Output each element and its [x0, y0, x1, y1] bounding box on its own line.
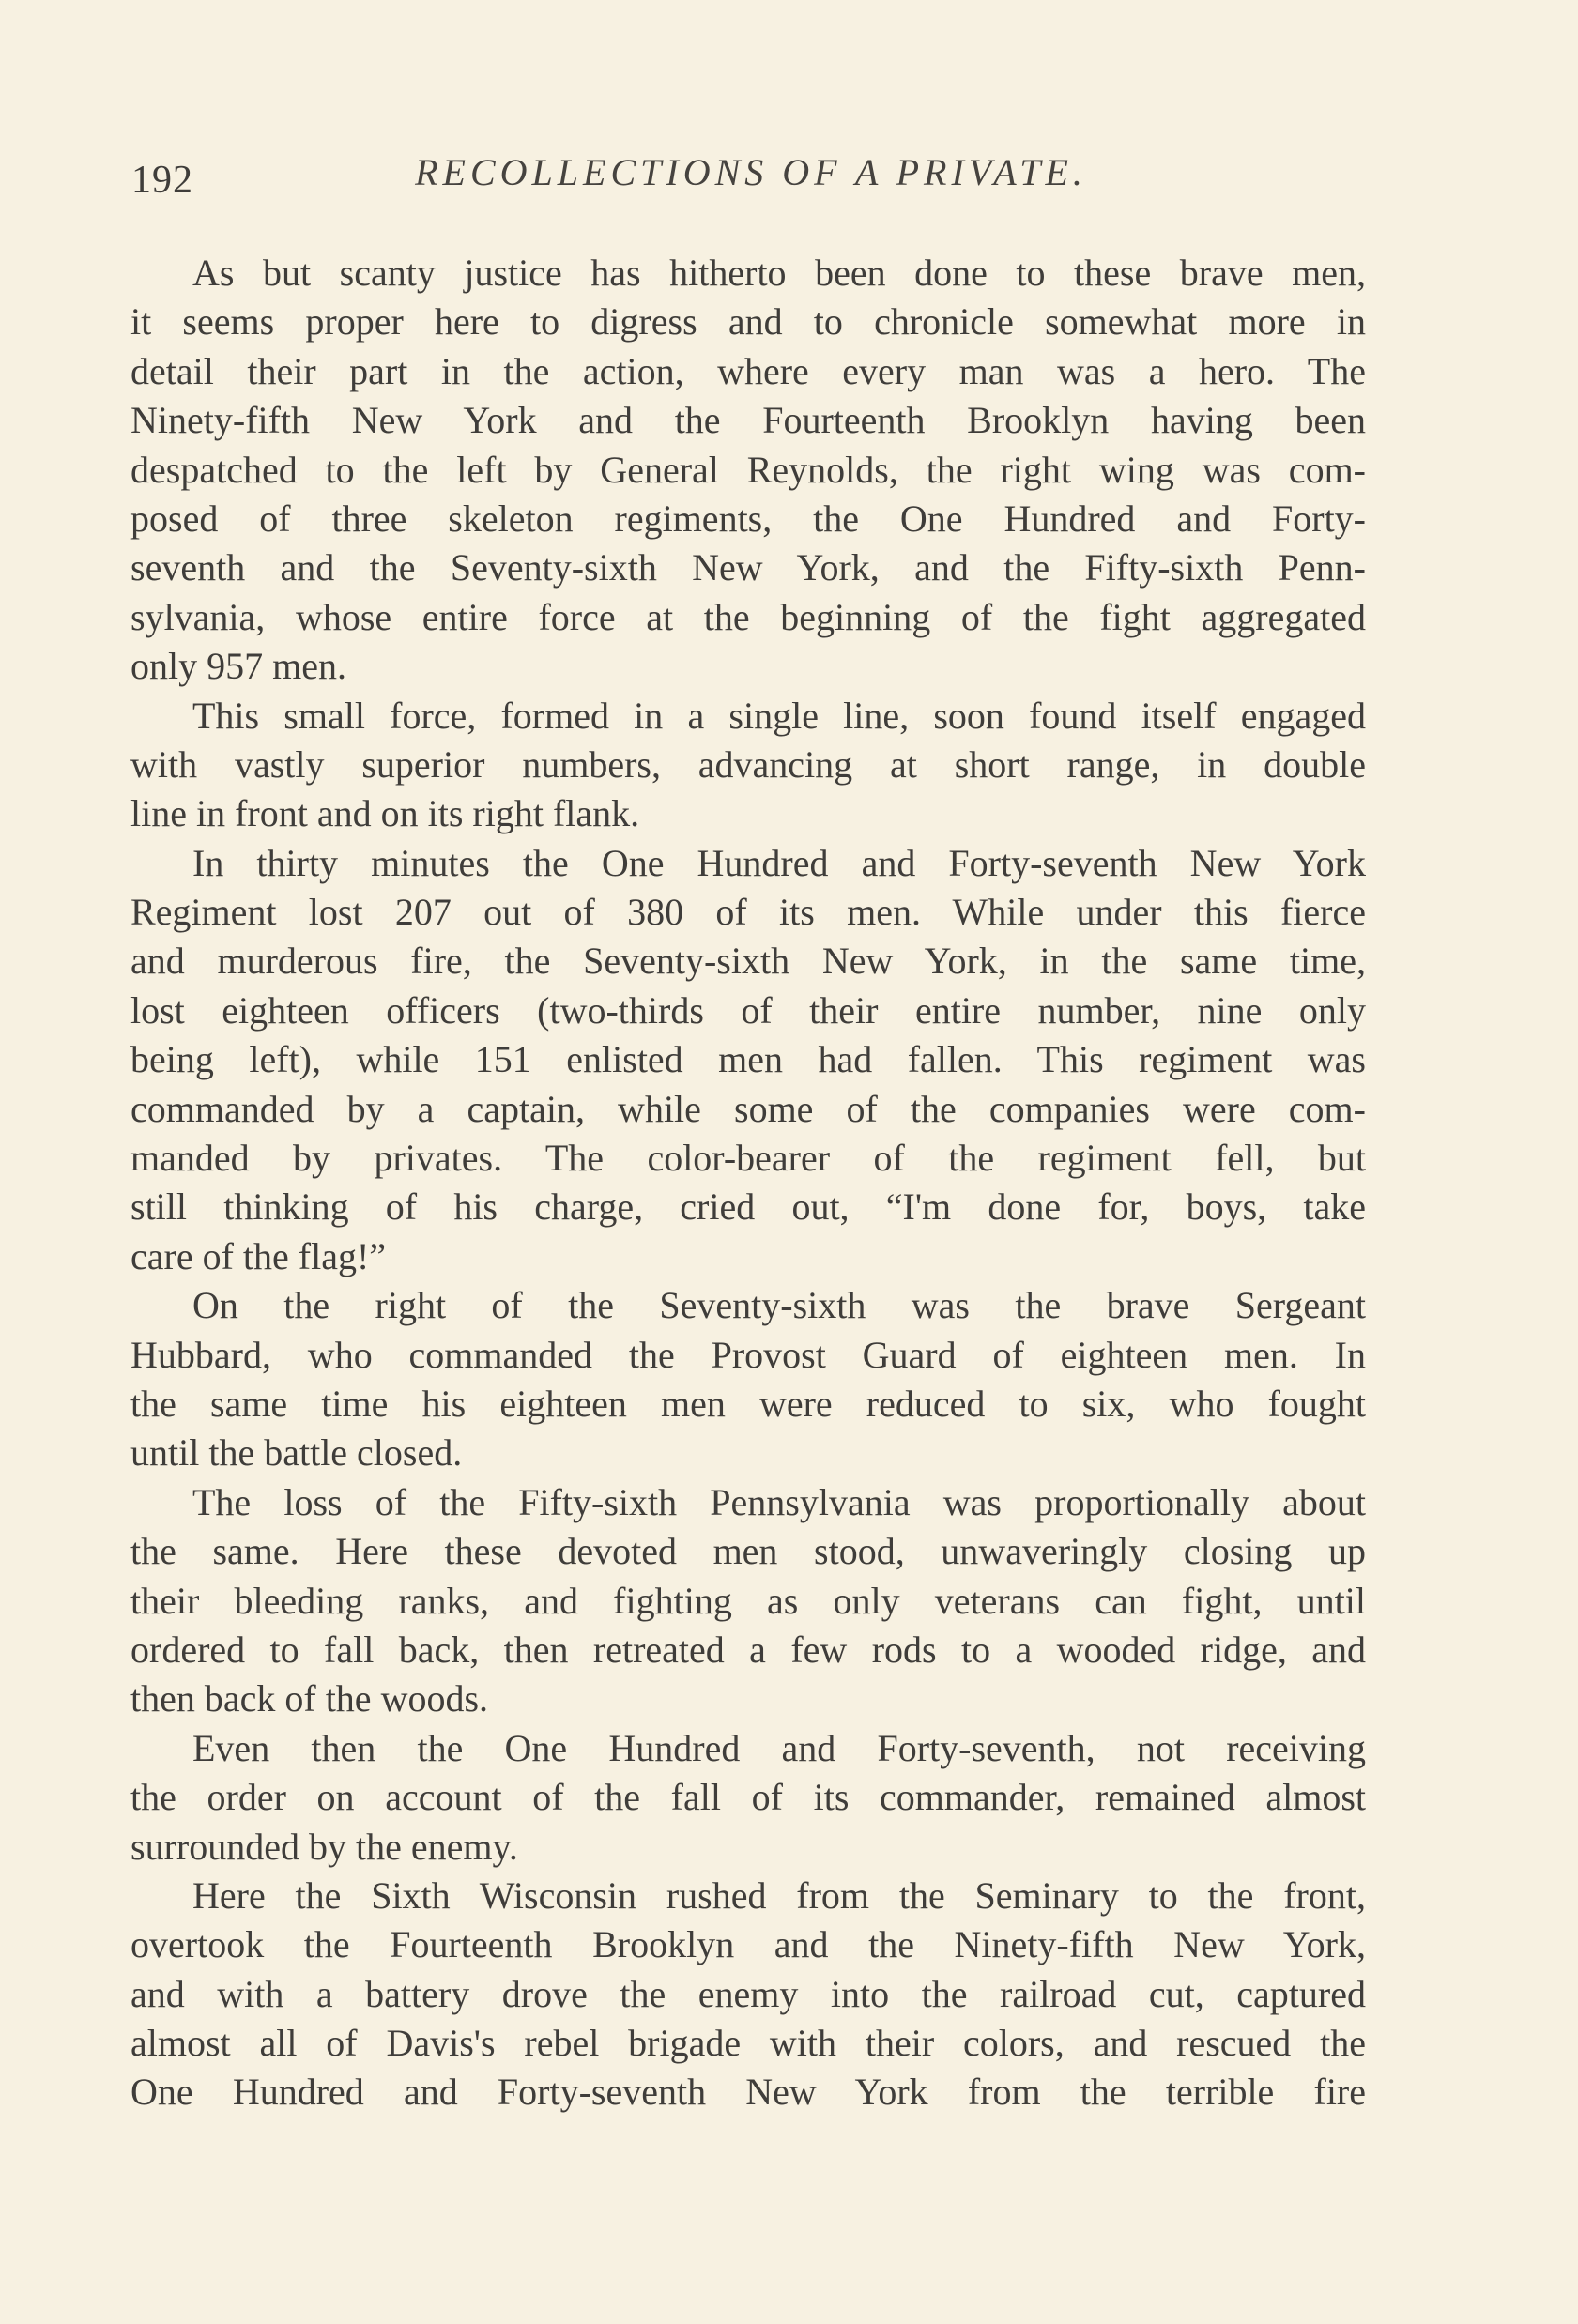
text-line-content: the same time his eighteen men were reduced to six, who fought	[130, 1382, 1366, 1425]
text-line	[130, 495, 1366, 543]
text-line	[130, 1134, 1366, 1183]
text-line	[130, 543, 1366, 592]
text-line	[130, 937, 1366, 986]
text-line	[130, 1626, 1366, 1674]
text-line-content: The loss of the Fifty-sixth Pennsylvania was proportionally about	[192, 1480, 1366, 1523]
text-line-content: Regiment lost 207 out of 380 of its men. While under this fierce	[130, 891, 1366, 934]
text-line-content: Here the Sixth Wisconsin rushed from the Seminary to the front,	[192, 1873, 1366, 1917]
text-line-content: In thirty minutes the One Hundred and Forty-seventh New York	[192, 841, 1366, 884]
text-line-content: lost eighteen officers (two-thirds of their entire number, nine only	[130, 988, 1366, 1032]
text-line-content: line in front and on its right flank.	[130, 792, 640, 835]
text-line-content: still thinking of his charge, cried out, “I'm done for, boys, take	[130, 1185, 1366, 1229]
paragraph	[130, 692, 1366, 839]
text-line-content: ordered to fall back, then retreated a few rods to a wooded ridge, and	[130, 1628, 1366, 1671]
paragraph	[130, 1724, 1366, 1872]
text-line-content: almost all of Davis's rebel brigade with their colors, and rescued the	[130, 2022, 1366, 2065]
text-line-content: On the right of the Seventy-sixth was the brave Sergeant	[192, 1284, 1366, 1327]
text-line-content: manded by privates. The color-bearer of the regiment fell, but	[130, 1137, 1366, 1180]
text-line	[130, 396, 1366, 445]
text-line-content: the same. Here these devoted men stood, unwaveringly closing up	[130, 1530, 1366, 1573]
text-line	[130, 888, 1366, 937]
text-line	[130, 1773, 1366, 1822]
text-line	[130, 1429, 1366, 1477]
text-line-content: care of the flag!”	[130, 1234, 387, 1277]
text-line	[130, 2068, 1366, 2117]
text-line	[130, 249, 1366, 298]
text-line	[130, 1478, 1366, 1527]
text-line	[130, 1281, 1366, 1330]
text-line	[130, 2019, 1366, 2068]
paragraph	[130, 839, 1366, 1282]
text-line-content: then back of the woods.	[130, 1677, 489, 1720]
text-line	[130, 1920, 1366, 1969]
text-line-content: being left), while 151 enlisted men had fallen. This regiment was	[130, 1038, 1366, 1081]
text-line-content: As but scanty justice has hitherto been done to these brave men,	[192, 252, 1366, 294]
text-line	[130, 1872, 1366, 1920]
text-line-content: and with a battery drove the enemy into the railroad cut, captured	[130, 1972, 1366, 2015]
text-line	[130, 1085, 1366, 1134]
text-line	[130, 298, 1366, 346]
text-line-content: with vastly superior numbers, advancing at short range, in double	[130, 742, 1366, 786]
text-line-content: One Hundred and Forty-seventh New York from the terrible fire	[130, 2071, 1366, 2114]
text-line	[130, 741, 1366, 789]
text-line-content: commanded by a captain, while some of the companies were com-	[130, 1087, 1366, 1130]
text-line	[130, 593, 1366, 642]
text-line-content: despatched to the left by General Reynolds, the right wing was com-	[130, 448, 1366, 491]
text-line-content: This small force, formed in a single line, soon found itself engaged	[192, 694, 1366, 737]
text-line-content: their bleeding ranks, and fighting as only veterans can fight, until	[130, 1579, 1366, 1622]
text-line	[130, 1527, 1366, 1576]
paragraph	[130, 1281, 1366, 1478]
paragraph	[130, 249, 1366, 692]
text-line-content: the order on account of the fall of its commander, remained almost	[130, 1776, 1366, 1819]
text-line	[130, 1035, 1366, 1084]
text-line	[130, 1331, 1366, 1380]
text-line-content: posed of three skeleton regiments, the One Hundred and Forty-	[130, 497, 1366, 540]
text-line	[130, 692, 1366, 741]
text-line	[130, 1823, 1366, 1872]
text-line-content: until the battle closed.	[130, 1431, 463, 1475]
running-title: RECOLLECTIONS OF A PRIVATE.	[415, 151, 1087, 193]
paragraph	[130, 1872, 1366, 2118]
body-text	[130, 249, 1366, 2118]
text-line-content: detail their part in the action, where every man was a hero. The	[130, 349, 1366, 392]
paragraph	[130, 1478, 1366, 1724]
text-line	[130, 1380, 1366, 1429]
text-line-content: only 957 men.	[130, 645, 346, 688]
text-line	[130, 1724, 1366, 1773]
text-line-content: seventh and the Seventy-sixth New York, and the Fifty-sixth Penn-	[130, 546, 1366, 589]
text-line-content: it seems proper here to digress and to chronicle somewhat more in	[130, 300, 1366, 344]
text-line-content: surrounded by the enemy.	[130, 1825, 518, 1868]
text-line	[130, 986, 1366, 1035]
text-line	[130, 1674, 1366, 1723]
text-line-content: sylvania, whose entire force at the beginning of the fight aggregated	[130, 595, 1366, 638]
text-line	[130, 347, 1366, 396]
text-line-content: overtook the Fourteenth Brooklyn and the Ninety-fifth New York,	[130, 1923, 1366, 1966]
page-number: 192	[131, 159, 193, 202]
text-line-content: Hubbard, who commanded the Provost Guard of eighteen men. In	[130, 1333, 1366, 1376]
text-line	[130, 839, 1366, 888]
text-line	[130, 446, 1366, 495]
text-line	[130, 642, 1366, 691]
text-line-content: Even then the One Hundred and Forty-seventh, not receiving	[192, 1726, 1366, 1769]
text-line	[130, 1577, 1366, 1626]
text-line	[130, 1183, 1366, 1231]
text-line	[130, 1232, 1366, 1281]
text-line	[130, 789, 1366, 838]
text-line-content: and murderous fire, the Seventy-sixth New York, in the same time,	[130, 940, 1366, 983]
text-line	[130, 1970, 1366, 2019]
text-line-content: Ninety-fifth New York and the Fourteenth Brooklyn having been	[130, 399, 1366, 442]
